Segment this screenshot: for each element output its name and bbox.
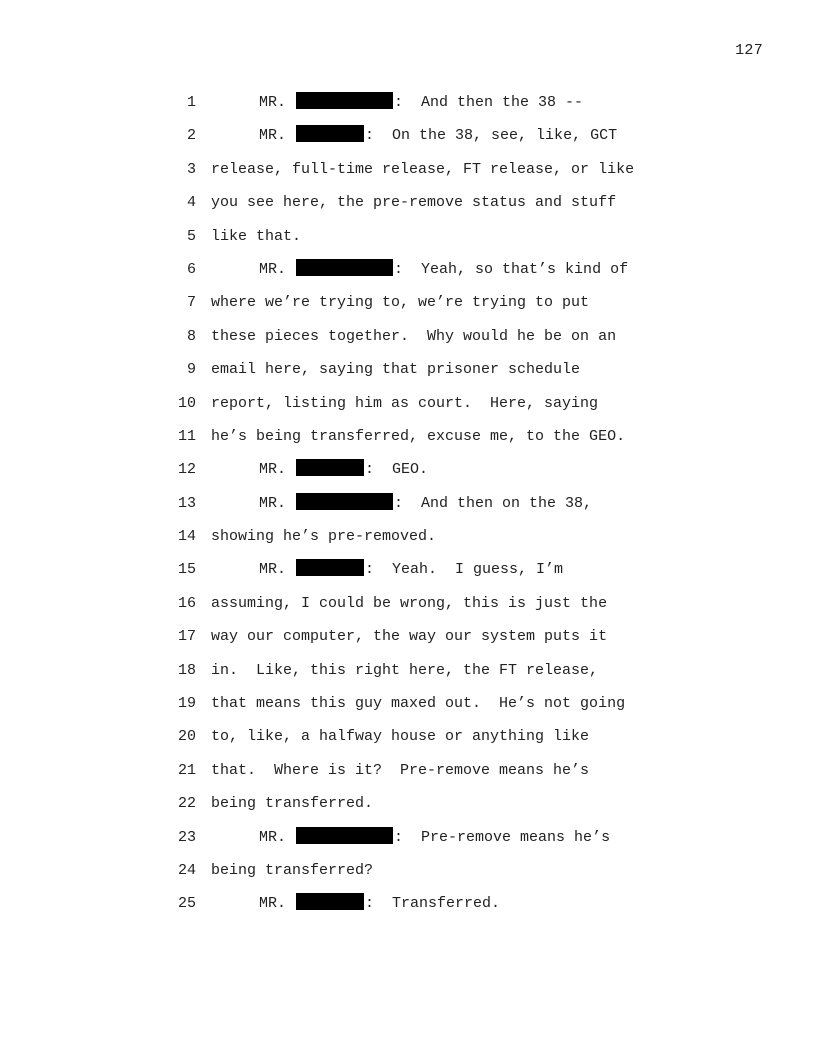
transcript-line (0, 453, 816, 486)
spoken-text: : GEO. (365, 461, 429, 479)
continuation-text: that. Where is it? Pre-remove means he’s (211, 761, 590, 779)
continuation-text: being transferred. (211, 795, 374, 813)
continuation-text: report, listing him as court. Here, saying (211, 394, 599, 412)
spoken-text: : Yeah, so that’s kind of (394, 260, 629, 278)
transcript-line (0, 220, 816, 253)
transcript-line (0, 320, 816, 353)
line-number: 21 (177, 761, 196, 779)
speaker-label: MR. (259, 461, 287, 479)
line-text (211, 854, 373, 887)
line-number: 12 (177, 461, 196, 479)
continuation-text: email here, saying that prisoner schedule (211, 361, 581, 379)
continuation-text: that means this guy maxed out. He’s not going (211, 695, 626, 713)
line-number: 10 (177, 394, 196, 412)
line-text (259, 553, 563, 586)
spoken-text: : Yeah. I guess, I’m (365, 561, 564, 579)
line-number: 11 (177, 427, 196, 445)
spoken-text: : And then the 38 -- (394, 94, 584, 111)
transcript-line (0, 887, 816, 920)
line-text (259, 821, 610, 854)
spoken-text: : Transferred. (365, 895, 501, 913)
speaker-label: MR. (259, 828, 287, 846)
redaction-bar (296, 827, 393, 844)
line-text (211, 520, 436, 553)
redaction-bar (296, 559, 364, 576)
speaker-label: MR. (259, 494, 287, 512)
continuation-text: he’s being transferred, excuse me, to the GEO. (211, 427, 626, 445)
line-number: 19 (177, 695, 196, 713)
line-text (211, 220, 301, 253)
transcript-line (0, 587, 816, 620)
line-text (259, 887, 500, 920)
line-number: 24 (177, 861, 196, 879)
redaction-bar (296, 493, 393, 510)
transcript-line (0, 620, 816, 653)
transcript-line (0, 119, 816, 152)
line-number: 7 (186, 294, 196, 312)
redaction-bar (296, 125, 364, 142)
line-text (211, 620, 607, 653)
speaker-label: MR. (259, 561, 287, 579)
line-text (211, 754, 589, 787)
line-text (259, 253, 628, 286)
spoken-text: : Pre-remove means he’s (394, 828, 611, 846)
continuation-text: showing he’s pre-removed. (211, 528, 437, 546)
transcript-line (0, 286, 816, 319)
redaction-bar (296, 259, 393, 276)
line-number: 18 (177, 661, 196, 679)
continuation-text: in. Like, this right here, the FT release, (211, 661, 599, 679)
page-number: 127 (735, 42, 763, 59)
speaker-label: MR. (259, 895, 287, 913)
speaker-label: MR. (259, 260, 287, 278)
line-number: 16 (177, 594, 196, 612)
line-text (211, 687, 625, 720)
line-text (211, 720, 589, 753)
transcript-line (0, 86, 816, 119)
line-text (211, 286, 589, 319)
line-number: 9 (186, 361, 196, 379)
transcript-line (0, 520, 816, 553)
redaction-bar (296, 92, 393, 109)
transcript-body (0, 86, 816, 921)
continuation-text: where we’re trying to, we’re trying to put (211, 294, 590, 312)
line-text (211, 186, 616, 219)
transcript-line (0, 253, 816, 286)
line-text (259, 487, 592, 520)
line-number: 5 (186, 227, 196, 245)
line-text (211, 387, 598, 420)
speaker-label: MR. (259, 94, 287, 111)
line-text (259, 119, 617, 152)
line-number: 4 (186, 194, 196, 212)
line-number: 23 (177, 828, 196, 846)
continuation-text: release, full-time release, FT release, or like (211, 160, 635, 178)
line-text (211, 320, 616, 353)
continuation-text: way our computer, the way our system puts it (211, 628, 608, 646)
line-number: 20 (177, 728, 196, 746)
redaction-bar (296, 893, 364, 910)
transcript-line (0, 720, 816, 753)
speaker-label: MR. (259, 127, 287, 145)
transcript-line (0, 153, 816, 186)
line-number: 6 (186, 260, 196, 278)
line-number: 8 (186, 327, 196, 345)
redaction-bar (296, 459, 364, 476)
line-number: 1 (186, 94, 196, 111)
continuation-text: like that. (211, 227, 302, 245)
continuation-text: you see here, the pre-remove status and stuff (211, 194, 617, 212)
line-number: 3 (186, 160, 196, 178)
transcript-line (0, 487, 816, 520)
line-number: 15 (177, 561, 196, 579)
transcript-line (0, 687, 816, 720)
transcript-line (0, 353, 816, 386)
transcript-line (0, 854, 816, 887)
continuation-text: to, like, a halfway house or anything like (211, 728, 590, 746)
line-number: 14 (177, 528, 196, 546)
line-text (211, 420, 625, 453)
transcript-line (0, 420, 816, 453)
line-text (211, 787, 373, 820)
transcript-line (0, 787, 816, 820)
transcript-line (0, 821, 816, 854)
continuation-text: being transferred? (211, 861, 374, 879)
line-text (211, 587, 607, 620)
line-text (259, 86, 583, 119)
line-number: 17 (177, 628, 196, 646)
line-number: 25 (177, 895, 196, 913)
line-number: 13 (177, 494, 196, 512)
line-number: 22 (177, 795, 196, 813)
line-number: 2 (186, 127, 196, 145)
continuation-text: assuming, I could be wrong, this is just the (211, 594, 608, 612)
line-text (211, 654, 598, 687)
transcript-line (0, 387, 816, 420)
continuation-text: these pieces together. Why would he be on an (211, 327, 617, 345)
line-text (211, 353, 580, 386)
line-text (259, 453, 428, 486)
transcript-line (0, 186, 816, 219)
transcript-line (0, 553, 816, 586)
transcript-line (0, 654, 816, 687)
spoken-text: : And then on the 38, (394, 494, 593, 512)
spoken-text: : On the 38, see, like, GCT (365, 127, 618, 145)
transcript-line (0, 754, 816, 787)
line-text (211, 153, 634, 186)
